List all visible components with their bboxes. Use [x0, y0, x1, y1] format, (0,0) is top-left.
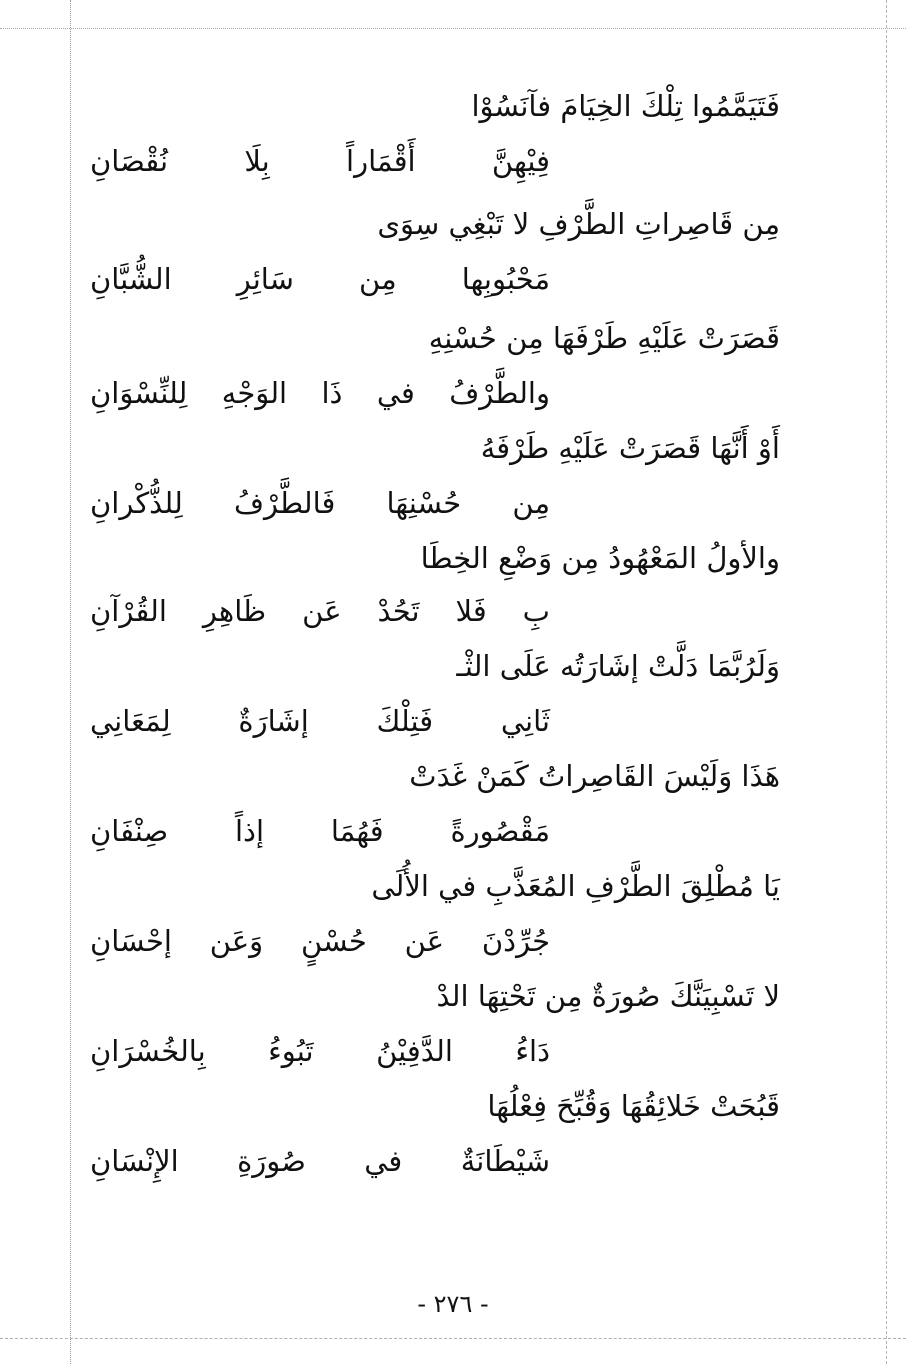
verse-1-second-hemistich: فِيْهِنَّ أَقْمَاراً بِلَا نُقْصَانِ [90, 144, 550, 178]
scan-edge-top [0, 28, 906, 29]
verse-3-first-hemistich: قَصَرَتْ عَلَيْهِ طَرْفَهَا مِن حُسْنِهِ [428, 321, 780, 355]
verse-9-first-hemistich: لا تَسْبِيَنَّكَ صُورَةٌ مِن تَحْتِهَا الدْ [436, 979, 780, 1013]
verse-8-second-hemistich: جُرِّدْنَ عَن حُسْنٍ وَعَن إحْسَانِ [90, 924, 550, 958]
scan-edge-left [70, 0, 71, 1364]
verse-5-second-hemistich: بِ فَلا تَحُدْ عَن ظَاهِرِ القُرْآنِ [90, 594, 550, 628]
scan-edge-right [886, 0, 887, 1364]
scan-edge-bottom [0, 1338, 906, 1339]
verse-10-first-hemistich: قَبُحَتْ خَلائِقُهَا وَقُبِّحَ فِعْلُهَا [487, 1089, 780, 1123]
page-number: - ٢٧٦ - [417, 1290, 489, 1318]
verse-4-second-hemistich: مِن حُسْنِهَا فَالطَّرْفُ لِلذُّكْرانِ [90, 486, 550, 520]
verse-8-first-hemistich: يَا مُطْلِقَ الطَّرْفِ المُعَذَّبِ في الأُلَى [371, 869, 780, 903]
verse-10-second-hemistich: شَيْطَانَةٌ في صُورَةِ الإِنْسَانِ [90, 1144, 550, 1178]
verse-7-second-hemistich: مَقْصُورةً فَهُمَا إذاً صِنْفَانِ [90, 814, 550, 848]
verse-2-first-hemistich: مِن قَاصِراتِ الطَّرْفِ لا تَبْغِي سِوَى [377, 207, 780, 241]
verse-4-first-hemistich: أَوْ أَنَّهَا قَصَرَتْ عَلَيْهِ طَرْفَهُ [480, 431, 780, 465]
verse-7-first-hemistich: هَذَا وَلَيْسَ القَاصِراتُ كَمَنْ غَدَتْ [409, 759, 780, 793]
verse-2-second-hemistich: مَحْبُوبِها مِن سَائِرِ الشُّبَّانِ [90, 262, 550, 296]
verse-9-second-hemistich: دَاءُ الدَّفِيْنُ تَبُوءُ بِالخُسْرَانِ [90, 1034, 550, 1068]
verse-6-second-hemistich: ثَانِي فَتِلْكَ إشَارَةٌ لِمَعَانِي [90, 704, 550, 738]
verse-6-first-hemistich: وَلَرُبَّمَا دَلَّتْ إشَارَتُه عَلَى الثْـ [456, 649, 780, 683]
verse-3-second-hemistich: والطَّرْفُ في ذَا الوَجْهِ لِلنِّسْوَانِ [90, 376, 550, 410]
verse-5-first-hemistich: والأولُ المَعْهُودُ مِن وَضْعِ الخِطَا [420, 541, 780, 575]
verse-1-first-hemistich: فَتَيَمَّمُوا تِلْكَ الخِيَامَ فآنَسُوْا [471, 89, 780, 123]
